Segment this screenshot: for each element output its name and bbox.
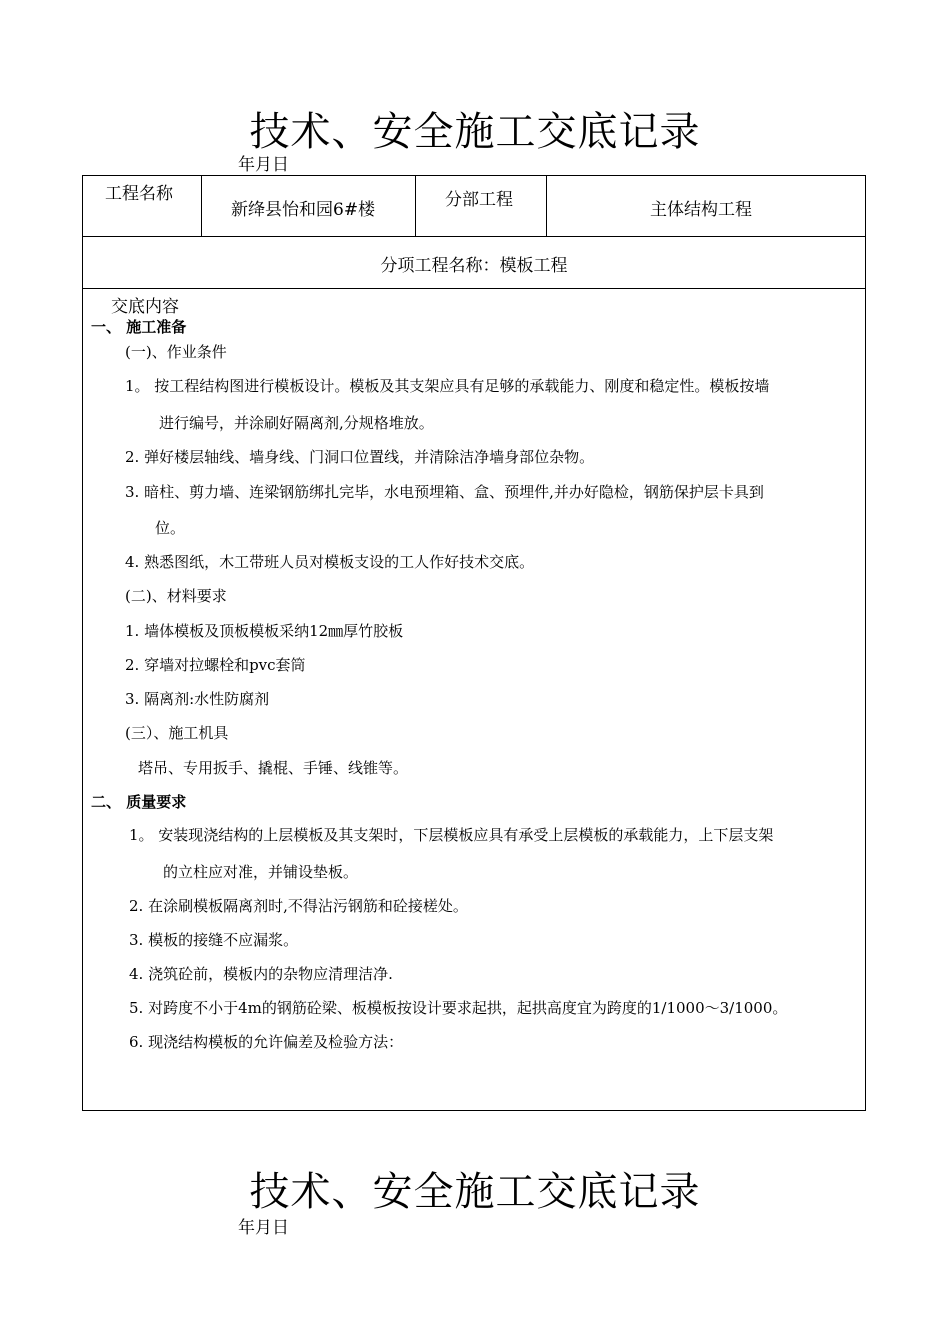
date-label: 年月日 xyxy=(238,155,289,175)
list-item: 2. 弹好楼层轴线、墙身线、门洞口位置线，并清除洁净墙身部位杂物。 xyxy=(125,448,595,466)
row-divider xyxy=(83,236,865,237)
list-item: 1。 安装现浇结构的上层模板及其支架时，下层模板应具有承受上层模板的承载能力，上下层支架 xyxy=(129,826,774,844)
page-title: 技术、安全施工交底记录 xyxy=(249,109,701,155)
col-divider xyxy=(415,176,416,236)
subsection-heading: (二)、材料要求 xyxy=(125,587,227,605)
list-item-continuation: 位。 xyxy=(155,519,186,537)
page2-title: 技术、安全施工交底记录 xyxy=(249,1169,701,1215)
project-name-label: 工程名称 xyxy=(105,184,173,204)
col-divider xyxy=(546,176,547,236)
disclosure-table xyxy=(82,175,866,1111)
list-item: 3. 隔离剂:水性防腐剂 xyxy=(125,690,270,708)
row-divider xyxy=(83,288,865,289)
content-label: 交底内容 xyxy=(111,297,179,317)
list-item: 2. 在涂刷模板隔离剂时,不得沾污钢筋和砼接槎处。 xyxy=(129,897,468,915)
list-item: 4. 熟悉图纸，木工带班人员对模板支设的工人作好技术交底。 xyxy=(125,553,535,571)
section-heading: 二、 质量要求 xyxy=(91,793,187,811)
division-value: 主体结构工程 xyxy=(650,200,752,220)
page2-date-label: 年月日 xyxy=(238,1218,289,1238)
section-heading: 一、 施工准备 xyxy=(91,318,187,336)
list-item: 塔吊、专用扳手、撬棍、手锤、线锥等。 xyxy=(138,759,409,777)
list-item-continuation: 进行编号，并涂刷好隔离剂,分规格堆放。 xyxy=(159,414,434,432)
list-item: 3. 模板的接缝不应漏浆。 xyxy=(129,931,299,949)
subsection-heading: (三）、施工机具 xyxy=(125,724,229,742)
list-item: 6. 现浇结构模板的允许偏差及检验方法： xyxy=(129,1033,404,1051)
col-divider xyxy=(201,176,202,236)
list-item: 1。 按工程结构图进行模板设计。模板及其支架应具有足够的承载能力、刚度和稳定性。模板按墙 xyxy=(125,377,770,395)
list-item: 4. 浇筑砼前，模板内的杂物应清理洁净. xyxy=(129,965,393,983)
list-item-continuation: 的立柱应对准，并铺设垫板。 xyxy=(163,863,359,881)
list-item: 5. 对跨度不小于4m的钢筋砼梁、板模板按设计要求起拱，起拱高度宜为跨度的1/1000～3/1000。 xyxy=(129,999,788,1017)
subsection-heading: (一)、作业条件 xyxy=(125,343,227,361)
subitem-name: 分项工程名称：模板工程 xyxy=(380,256,568,276)
list-item: 3. 暗柱、剪力墙、连梁钢筋绑扎完毕，水电预埋箱、盒、预埋件,并办好隐检，钢筋保护层卡具到 xyxy=(125,483,764,501)
division-label: 分部工程 xyxy=(445,190,513,210)
project-name-value: 新绛县怡和园6#楼 xyxy=(231,200,376,220)
list-item: 1. 墙体模板及顶板模板采纳12㎜厚竹胶板 xyxy=(125,622,404,640)
list-item: 2. 穿墙对拉螺栓和pvc套筒 xyxy=(125,656,306,674)
